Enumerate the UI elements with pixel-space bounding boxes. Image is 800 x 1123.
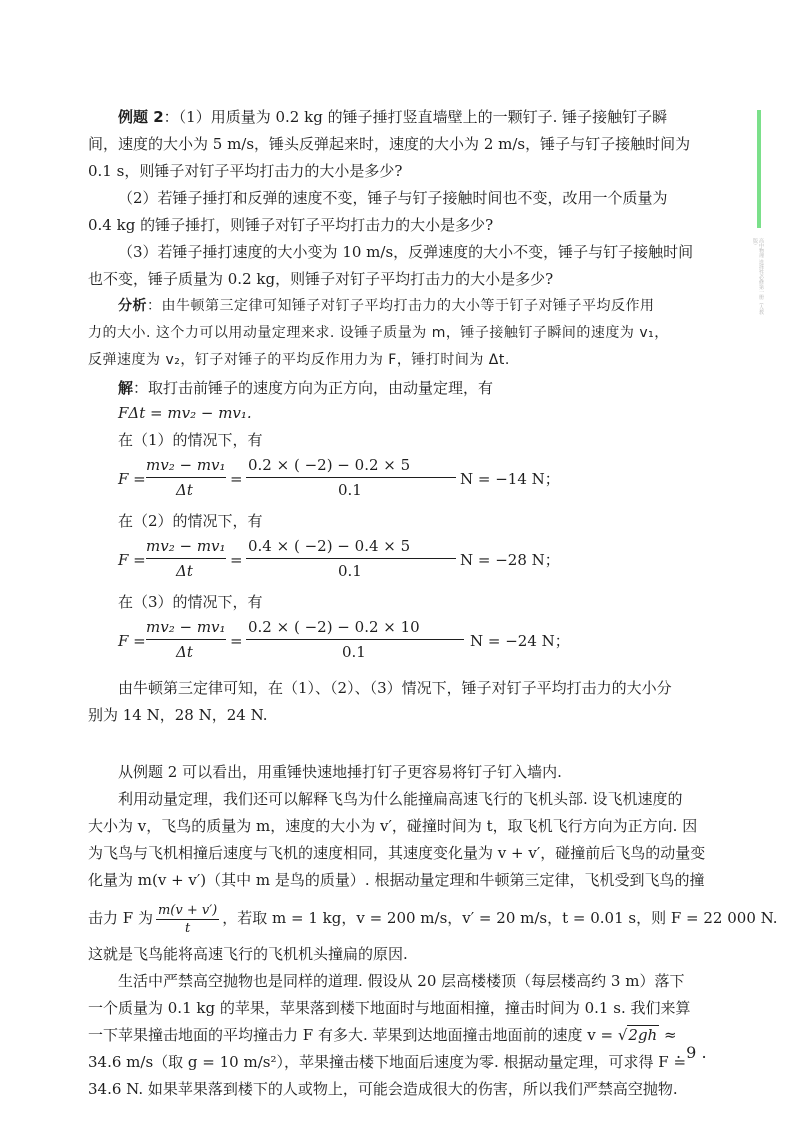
body-p3-line-1: 生活中严禁高空抛物也是同样的道理. 假设从 20 层高楼楼顶（每层楼高约 3 m）落下	[118, 972, 685, 990]
body-p3-line-3: 一下苹果撞击地面的平均撞击力 F 有多大. 苹果到达地面撞击地面前的速度 v = √2gh ≈	[88, 1026, 677, 1044]
case2-intro: 在（2）的情况下，有	[118, 512, 263, 530]
conclusion-line-2: 别为 14 N，28 N，24 N.	[88, 706, 268, 724]
example-q2-line-2: 0.4 kg 的锤子捶打，则锤子对钉子平均打击力的大小是多少?	[88, 216, 494, 234]
body-p2-line-3: 为飞鸟与飞机相撞后速度与飞机的速度相同，其速度变化量为 v + v′，碰撞前后飞鸟的动量变	[88, 844, 706, 862]
body-p2-line-4: 化量为 m(v + v′)（其中 m 是鸟的质量）. 根据动量定理和牛顿第三定律，飞机受到飞鸟的撞	[88, 871, 705, 889]
example-label: 例题 2	[118, 108, 164, 126]
body-p2-line-5: 击力 F 为 $\frac{m(v + v')}{t}$ ，若取 m = 1 kg，v = 200 m/s，v′ = 20 m/s，t = 0.01 s，则 F = 22 000 N.	[88, 902, 778, 936]
margin-green-bar	[757, 110, 761, 228]
example-q3-line-1: （3）若锤子捶打速度的大小变为 10 m/s，反弹速度的大小不变，锤子与钉子接触时间	[118, 243, 694, 261]
example-line-3: 0.1 s，则锤子对钉子平均打击力的大小是多少?	[88, 162, 403, 180]
example-line-2: 间，速度的大小为 5 m/s，锤头反弹起来时，速度的大小为 2 m/s，锤子与钉子接触时间为	[88, 135, 691, 153]
solution-label: 解	[118, 379, 134, 397]
solution-line-1: 解：取打击前锤子的速度方向为正方向，由动量定理，有	[118, 379, 494, 397]
analysis-label: 分析	[118, 298, 147, 314]
case3-intro: 在（3）的情况下，有	[118, 593, 263, 611]
case3-formula: F = mv₂ − mv₁ Δt = 0.2 × ( −2) − 0.2 × 10 0.1 N = −24 N；	[118, 618, 570, 661]
sqrt-expression: 2gh	[628, 1026, 658, 1044]
analysis-line-3: 反弹速度为 v₂，钉子对锤子的平均反作用力为 F，锤打时间为 Δt.	[88, 352, 510, 368]
body-p3-line-5: 34.6 N. 如果苹果落到楼下的人或物上，可能会造成很大的伤害，所以我们严禁高空抛物.	[88, 1080, 678, 1098]
margin-vertical-text: 高中物理 选择性必修第一册（人教版）	[752, 238, 764, 315]
body-p2-line-1: 利用动量定理，我们还可以解释飞鸟为什么能撞扁高速飞行的飞机头部. 设飞机速度的	[118, 790, 683, 808]
momentum-equation: FΔt = mv₂ − mv₁.	[118, 404, 252, 422]
case1-intro: 在（1）的情况下，有	[118, 431, 263, 449]
case1-formula: F = mv₂ − mv₁ Δt = 0.2 × ( −2) − 0.2 × 5 0.1 N = −14 N；	[118, 456, 560, 499]
case2-formula: F = mv₂ − mv₁ Δt = 0.4 × ( −2) − 0.4 × 5 0.1 N = −28 N；	[118, 537, 560, 580]
example-q3-line-2: 也不变，锤子质量为 0.2 kg，则锤子对钉子平均打击力的大小是多少?	[88, 270, 554, 288]
body-paragraph-1: 从例题 2 可以看出，用重锤快速地捶打钉子更容易将钉子钉入墙内.	[118, 763, 562, 781]
conclusion-line-1: 由牛顿第三定律可知，在（1）、（2）、（3）情况下，锤子对钉子平均打击力的大小分	[118, 679, 672, 697]
body-p2-line-6: 这就是飞鸟能将高速飞行的飞机机头撞扁的原因.	[88, 945, 408, 963]
example-line-1: 例题 2：（1）用质量为 0.2 kg 的锤子捶打竖直墙壁上的一颗钉子. 锤子接触钉子瞬	[118, 108, 668, 126]
body-p3-line-2: 一个质量为 0.1 kg 的苹果，苹果落到楼下地面时与地面相撞，撞击时间为 0.1 s. 我们来算	[88, 999, 691, 1017]
page-number: . 9 .	[676, 1043, 707, 1062]
analysis-line-2: 力的大小. 这个力可以用动量定理来求. 设锤子质量为 m，锤子接触钉子瞬间的速度为 v₁，	[88, 325, 669, 341]
example-q2-line-1: （2）若锤子捶打和反弹的速度不变，锤子与钉子接触时间也不变，改用一个质量为	[118, 189, 668, 207]
body-p2-line-2: 大小为 v，飞鸟的质量为 m，速度的大小为 v′，碰撞时间为 t，取飞机飞行方向为正方向. 因	[88, 817, 698, 835]
impact-force-fraction: $\frac{m(v + v')}{t}$	[157, 902, 218, 936]
body-p3-line-4: 34.6 m/s（取 g = 10 m/s²），苹果撞击楼下地面后速度为零. 根据动量定理，可求得 F =	[88, 1053, 687, 1071]
analysis-line-1: 分析：由牛顿第三定律可知锤子对钉子平均打击力的大小等于钉子对锤子平均反作用	[118, 298, 655, 314]
